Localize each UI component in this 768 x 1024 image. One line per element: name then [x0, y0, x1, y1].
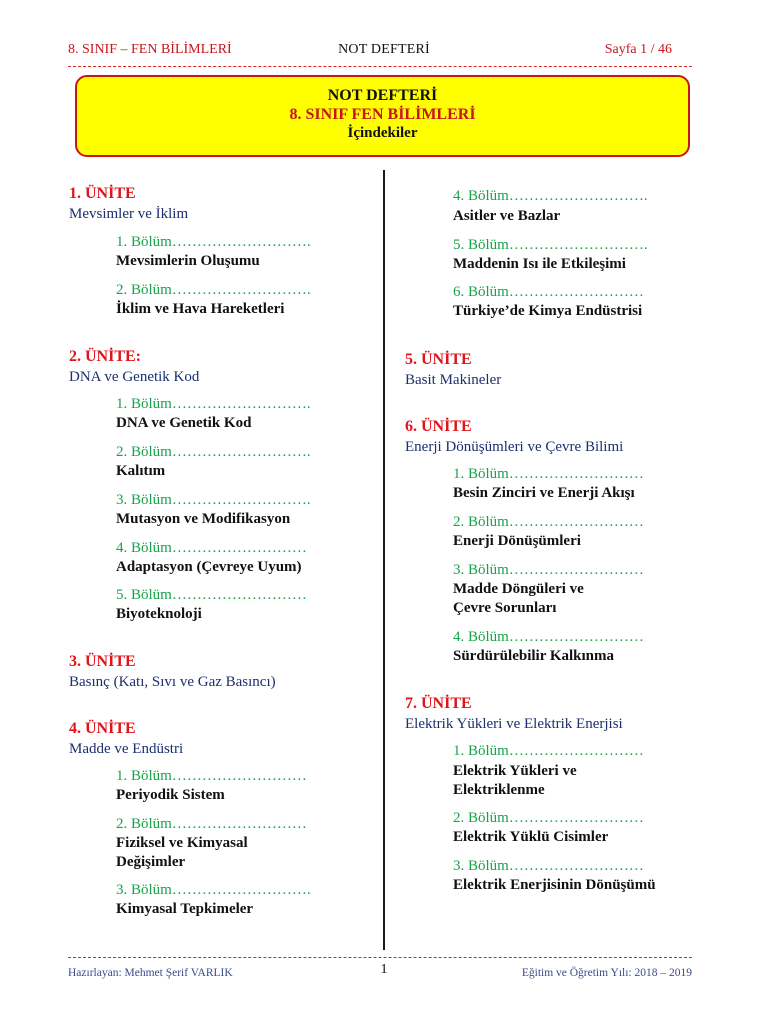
- header-course: 8. SINIF – FEN BİLİMLERİ: [68, 42, 232, 57]
- unit-1-section-2-title: İklim ve Hava Hareketleri: [116, 301, 285, 317]
- unit-6-section-4-number: 4. Bölüm………………………: [453, 629, 644, 645]
- unit-2-section-2-title: Kalıtım: [116, 463, 166, 479]
- unit-6-section-3-title-line1: Madde Döngüleri ve: [453, 581, 584, 597]
- unit-4-section-5-number: 5. Bölüm……………………….: [453, 237, 648, 253]
- header-title: NOT DEFTERİ: [338, 42, 430, 57]
- unit-2-section-4-number: 4. Bölüm………………………: [116, 540, 307, 556]
- unit-7-section-3-number: 3. Bölüm………………………: [453, 858, 644, 874]
- unit-2-section-1-title: DNA ve Genetik Kod: [116, 415, 252, 431]
- unit-4-number: 4. ÜNİTE: [69, 720, 136, 737]
- unit-6-section-4-title: Sürdürülebilir Kalkınma: [453, 648, 615, 664]
- unit-4-section-1-number: 1. Bölüm………………………: [116, 768, 307, 784]
- unit-6-number: 6. ÜNİTE: [405, 418, 472, 435]
- unit-2-section-5-title: Biyoteknoloji: [116, 606, 202, 622]
- unit-4-section-2-title-line1: Fiziksel ve Kimyasal: [116, 835, 248, 851]
- header-divider: [68, 66, 692, 67]
- title-notebook: NOT DEFTERİ: [327, 87, 438, 104]
- unit-4-section-4-title: Asitler ve Bazlar: [453, 208, 561, 224]
- unit-4-section-6-number: 6. Bölüm………………………: [453, 284, 644, 300]
- unit-4-section-2-title-line2: Değişimler: [116, 854, 186, 870]
- unit-6-name: Enerji Dönüşümleri ve Çevre Bilimi: [405, 439, 624, 455]
- title-box: [75, 75, 690, 157]
- unit-4-section-1-title: Periyodik Sistem: [116, 787, 225, 803]
- footer-divider: [68, 957, 692, 958]
- unit-6-section-1-title: Besin Zinciri ve Enerji Akışı: [453, 485, 635, 501]
- unit-7-section-1-title-line1: Elektrik Yükleri ve: [453, 763, 577, 779]
- unit-3-name: Basınç (Katı, Sıvı ve Gaz Basıncı): [69, 674, 276, 690]
- unit-7-section-1-number: 1. Bölüm………………………: [453, 743, 644, 759]
- unit-6-section-1-number: 1. Bölüm………………………: [453, 466, 644, 482]
- footer-author: Hazırlayan: Mehmet Şerif VARLIK: [68, 967, 233, 979]
- unit-2-section-5-number: 5. Bölüm………………………: [116, 587, 307, 603]
- unit-7-name: Elektrik Yükleri ve Elektrik Enerjisi: [405, 716, 623, 732]
- unit-1-name: Mevsimler ve İklim: [69, 206, 189, 222]
- unit-7-number: 7. ÜNİTE: [405, 695, 472, 712]
- title-contents: İçindekiler: [347, 125, 418, 141]
- unit-4-section-3-number: 3. Bölüm……………………….: [116, 882, 311, 898]
- unit-4-section-3-title: Kimyasal Tepkimeler: [116, 901, 254, 917]
- footer-page-number: 1: [380, 962, 388, 977]
- unit-2-section-2-number: 2. Bölüm……………………….: [116, 444, 311, 460]
- unit-5-name: Basit Makineler: [405, 372, 502, 388]
- unit-1-section-1-number: 1. Bölüm……………………….: [116, 234, 311, 250]
- unit-2-section-3-number: 3. Bölüm……………………….: [116, 492, 311, 508]
- unit-7-section-1-title-line2: Elektriklenme: [453, 782, 545, 798]
- unit-1-number: 1. ÜNİTE: [69, 185, 136, 202]
- unit-6-section-3-number: 3. Bölüm………………………: [453, 562, 644, 578]
- unit-6-section-2-title: Enerji Dönüşümleri: [453, 533, 581, 549]
- unit-2-number: 2. ÜNİTE:: [69, 348, 142, 365]
- unit-2-name: DNA ve Genetik Kod: [69, 369, 200, 385]
- unit-1-section-1-title: Mevsimlerin Oluşumu: [116, 253, 260, 269]
- unit-4-section-4-number: 4. Bölüm……………………….: [453, 188, 648, 204]
- unit-3-number: 3. ÜNİTE: [69, 653, 136, 670]
- unit-7-section-2-title: Elektrik Yüklü Cisimler: [453, 829, 609, 845]
- unit-4-section-6-title: Türkiye’de Kimya Endüstrisi: [453, 303, 643, 319]
- unit-4-section-2-number: 2. Bölüm………………………: [116, 816, 307, 832]
- unit-2-section-1-number: 1. Bölüm……………………….: [116, 396, 311, 412]
- unit-4-name: Madde ve Endüstri: [69, 741, 184, 757]
- unit-2-section-3-title: Mutasyon ve Modifikasyon: [116, 511, 291, 527]
- header-page-number: Sayfa 1 / 46: [604, 42, 672, 57]
- unit-6-section-2-number: 2. Bölüm………………………: [453, 514, 644, 530]
- title-course: 8. SINIF FEN BİLİMLERİ: [289, 106, 476, 123]
- unit-6-section-3-title-line2: Çevre Sorunları: [453, 600, 557, 616]
- unit-4-section-5-title: Maddenin Isı ile Etkileşimi: [453, 256, 626, 272]
- unit-5-number: 5. ÜNİTE: [405, 351, 472, 368]
- unit-7-section-2-number: 2. Bölüm………………………: [453, 810, 644, 826]
- column-divider: [383, 170, 385, 950]
- footer-school-year: Eğitim ve Öğretim Yılı: 2018 – 2019: [521, 967, 692, 979]
- unit-1-section-2-number: 2. Bölüm……………………….: [116, 282, 311, 298]
- unit-2-section-4-title: Adaptasyon (Çevreye Uyum): [116, 559, 302, 575]
- unit-7-section-3-title: Elektrik Enerjisinin Dönüşümü: [453, 877, 656, 893]
